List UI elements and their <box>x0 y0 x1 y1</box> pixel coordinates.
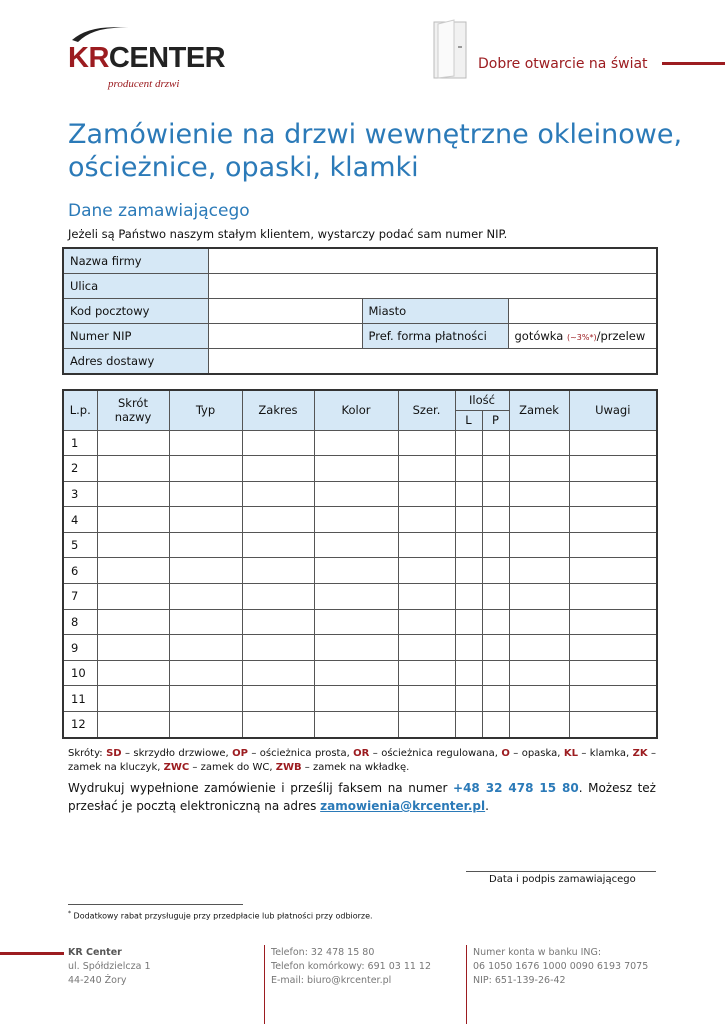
intro-text: Jeżeli są Państwo naszym stałym klientem, wystarczy podać sam numer NIP. <box>68 227 508 241</box>
order-cell[interactable] <box>97 481 169 507</box>
table-row <box>63 481 657 507</box>
table-row <box>63 609 657 635</box>
client-table <box>62 247 658 375</box>
order-cell[interactable] <box>242 609 314 635</box>
row-number: 9 <box>63 635 97 661</box>
order-cell[interactable] <box>569 609 657 635</box>
logo <box>68 42 225 75</box>
order-cell[interactable] <box>455 584 482 610</box>
send-text-1: Wydrukuj wypełnione zamówienie i prześlij faksem na numer <box>68 781 454 795</box>
order-cell[interactable] <box>482 507 509 533</box>
order-cell[interactable] <box>482 712 509 738</box>
row-number: 11 <box>63 686 97 712</box>
order-cell[interactable] <box>169 660 242 686</box>
order-cell[interactable] <box>242 507 314 533</box>
footer-accent-line <box>0 952 64 955</box>
table-row <box>63 430 657 456</box>
order-cell[interactable] <box>97 532 169 558</box>
abbr-zwc: ZWC <box>163 762 190 773</box>
order-cell[interactable] <box>398 635 455 661</box>
row-number: 12 <box>63 712 97 738</box>
order-cell[interactable] <box>455 456 482 482</box>
abbr-zk-text: – zamek na kluczyk, <box>68 748 656 773</box>
abbr-zk: ZK <box>632 748 648 759</box>
footer-company: KR Center <box>68 947 122 958</box>
order-cell[interactable] <box>509 507 569 533</box>
order-cell[interactable] <box>482 660 509 686</box>
order-cell[interactable] <box>97 635 169 661</box>
table-row <box>63 456 657 482</box>
logo-tagline: producent drzwi <box>108 78 180 90</box>
footnote: * Dodatkowy rabat przysługuje przy przedpłacie lub płatności przy odbiorze. <box>68 910 373 921</box>
order-cell[interactable] <box>242 686 314 712</box>
section-title: Dane zamawiającego <box>68 201 250 221</box>
order-cell[interactable] <box>482 456 509 482</box>
order-cell[interactable] <box>398 481 455 507</box>
col-qty-right: P <box>482 410 509 430</box>
order-cell[interactable] <box>398 712 455 738</box>
order-cell[interactable] <box>569 456 657 482</box>
order-cell[interactable] <box>314 532 398 558</box>
row-number: 10 <box>63 660 97 686</box>
col-qty-left: L <box>455 410 482 430</box>
abbr-zwc-text: – zamek do WC, <box>189 762 276 773</box>
nip-label: Numer NIP <box>63 324 208 349</box>
order-cell[interactable] <box>482 558 509 584</box>
footer-address <box>68 946 151 988</box>
order-cell[interactable] <box>482 481 509 507</box>
order-cell[interactable] <box>455 558 482 584</box>
email-link[interactable]: zamowienia@krcenter.pl <box>320 799 486 813</box>
order-cell[interactable] <box>169 584 242 610</box>
row-number: 6 <box>63 558 97 584</box>
order-cell[interactable] <box>509 584 569 610</box>
order-cell[interactable] <box>509 558 569 584</box>
company-field[interactable] <box>208 248 657 274</box>
fax-number: +48 32 478 15 80 <box>453 781 579 795</box>
order-cell[interactable] <box>242 660 314 686</box>
col-width: Szer. <box>398 390 455 430</box>
order-cell[interactable] <box>455 507 482 533</box>
signature-line <box>466 871 656 872</box>
abbr-sd: SD <box>106 748 122 759</box>
order-cell[interactable] <box>569 532 657 558</box>
order-cell[interactable] <box>314 507 398 533</box>
delivery-field[interactable] <box>208 349 657 375</box>
order-cell[interactable] <box>314 609 398 635</box>
abbr-op-text: – ościeżnica prosta, <box>247 748 354 759</box>
order-cell[interactable] <box>509 635 569 661</box>
table-row <box>63 686 657 712</box>
send-text-2: . Możesz też przesłać je pocztą elektroniczną na adres <box>68 781 656 813</box>
street-field[interactable] <box>208 274 657 299</box>
order-cell[interactable] <box>169 635 242 661</box>
order-cell[interactable] <box>455 660 482 686</box>
footer-mobile: Telefon komórkowy: 691 03 11 12 <box>271 961 432 972</box>
footer-bank <box>473 946 648 988</box>
order-cell[interactable] <box>509 430 569 456</box>
payment-label: Pref. forma płatności <box>362 324 508 349</box>
order-cell[interactable] <box>569 430 657 456</box>
order-cell[interactable] <box>169 430 242 456</box>
logo-center: CENTER <box>108 42 226 74</box>
order-cell[interactable] <box>569 635 657 661</box>
order-cell[interactable] <box>398 532 455 558</box>
order-cell[interactable] <box>569 584 657 610</box>
abbr-zwb-text: – zamek na wkładkę. <box>301 762 410 773</box>
abbr-kl-text: – klamka, <box>577 748 633 759</box>
abbr-o-text: – opaska, <box>509 748 564 759</box>
order-cell[interactable] <box>569 686 657 712</box>
door-icon <box>430 18 470 80</box>
order-cell[interactable] <box>482 430 509 456</box>
nip-field[interactable] <box>208 324 362 349</box>
city-field[interactable] <box>508 299 657 324</box>
row-number: 2 <box>63 456 97 482</box>
order-cell[interactable] <box>482 609 509 635</box>
order-cell[interactable] <box>169 712 242 738</box>
slogan: Dobre otwarcie na świat <box>478 56 648 72</box>
order-cell[interactable] <box>398 609 455 635</box>
footer-city: 44-240 Żory <box>68 975 127 986</box>
slogan-underline <box>662 62 725 65</box>
row-number: 1 <box>63 430 97 456</box>
col-type: Typ <box>169 390 242 430</box>
payment-cash: gotówka <box>514 329 564 343</box>
col-lp: L.p. <box>63 390 97 430</box>
order-cell[interactable] <box>509 712 569 738</box>
order-cell[interactable] <box>314 430 398 456</box>
payment-transfer: /przelew <box>596 329 646 343</box>
payment-field[interactable] <box>508 324 657 349</box>
abbreviations-note <box>68 747 656 775</box>
order-cell[interactable] <box>169 481 242 507</box>
order-cell[interactable] <box>398 456 455 482</box>
order-cell[interactable] <box>398 558 455 584</box>
col-color: Kolor <box>314 390 398 430</box>
city-label: Miasto <box>362 299 508 324</box>
order-cell[interactable] <box>242 481 314 507</box>
table-row <box>63 635 657 661</box>
order-cell[interactable] <box>482 532 509 558</box>
order-cell[interactable] <box>314 456 398 482</box>
order-cell[interactable] <box>169 532 242 558</box>
order-cell[interactable] <box>314 660 398 686</box>
order-cell[interactable] <box>97 660 169 686</box>
abbr-or: OR <box>353 748 370 759</box>
order-cell[interactable] <box>242 532 314 558</box>
order-cell[interactable] <box>97 686 169 712</box>
send-text-3: . <box>485 799 489 813</box>
abbr-or-text: – ościeżnica regulowana, <box>369 748 502 759</box>
row-number: 8 <box>63 609 97 635</box>
table-row <box>63 712 657 738</box>
row-number: 3 <box>63 481 97 507</box>
logo-swoosh-icon <box>70 22 130 44</box>
send-instructions <box>68 779 656 815</box>
order-cell[interactable] <box>398 430 455 456</box>
order-cell[interactable] <box>314 584 398 610</box>
logo-kr: KR <box>68 42 109 74</box>
abbr-kl: KL <box>563 748 578 759</box>
order-cell[interactable] <box>314 635 398 661</box>
order-cell[interactable] <box>569 507 657 533</box>
order-cell[interactable] <box>314 686 398 712</box>
page-title: Zamówienie na drzwi wewnętrzne okleinowe, ościeżnice, opaski, klamki <box>68 119 683 183</box>
row-number: 7 <box>63 584 97 610</box>
order-cell[interactable] <box>398 584 455 610</box>
order-cell[interactable] <box>242 558 314 584</box>
order-cell[interactable] <box>242 456 314 482</box>
order-cell[interactable] <box>482 635 509 661</box>
signature-label: Data i podpis zamawiającego <box>489 874 636 885</box>
col-notes: Uwagi <box>569 390 657 430</box>
footer-bank-label: Numer konta w banku ING: <box>473 947 602 958</box>
order-cell[interactable] <box>455 481 482 507</box>
order-cell[interactable] <box>509 686 569 712</box>
order-cell[interactable] <box>97 507 169 533</box>
order-cell[interactable] <box>569 481 657 507</box>
order-cell[interactable] <box>169 609 242 635</box>
order-cell[interactable] <box>314 712 398 738</box>
footer-contact <box>271 946 431 988</box>
table-row <box>63 558 657 584</box>
abbr-label: Skróty: <box>68 748 103 759</box>
abbr-op: OP <box>232 748 248 759</box>
order-cell[interactable] <box>509 456 569 482</box>
footnote-divider <box>68 904 243 905</box>
order-table <box>62 389 658 739</box>
table-row <box>63 532 657 558</box>
order-cell[interactable] <box>97 712 169 738</box>
footer-divider <box>466 945 467 1024</box>
order-cell[interactable] <box>242 430 314 456</box>
table-row <box>63 507 657 533</box>
order-cell[interactable] <box>398 660 455 686</box>
col-short-label: Skrót nazwy <box>114 396 152 425</box>
order-cell[interactable] <box>169 507 242 533</box>
order-cell[interactable] <box>455 635 482 661</box>
order-cell[interactable] <box>482 584 509 610</box>
abbr-sd-text: – skrzydło drzwiowe, <box>121 748 233 759</box>
order-cell[interactable] <box>169 456 242 482</box>
col-range: Zakres <box>242 390 314 430</box>
order-cell[interactable] <box>455 430 482 456</box>
footer-street: ul. Spółdzielcza 1 <box>68 961 151 972</box>
order-cell[interactable] <box>242 635 314 661</box>
col-lock: Zamek <box>509 390 569 430</box>
street-label: Ulica <box>63 274 208 299</box>
order-cell[interactable] <box>97 609 169 635</box>
abbr-zwb: ZWB <box>275 762 302 773</box>
order-cell[interactable] <box>482 686 509 712</box>
footer-phone: Telefon: 32 478 15 80 <box>271 947 375 958</box>
row-number: 5 <box>63 532 97 558</box>
order-cell[interactable] <box>455 532 482 558</box>
order-cell[interactable] <box>314 481 398 507</box>
order-cell[interactable] <box>398 686 455 712</box>
order-cell[interactable] <box>509 609 569 635</box>
postal-field[interactable] <box>208 299 362 324</box>
order-cell[interactable] <box>509 532 569 558</box>
order-cell[interactable] <box>97 456 169 482</box>
order-cell[interactable] <box>509 481 569 507</box>
order-cell[interactable] <box>97 430 169 456</box>
order-cell[interactable] <box>97 558 169 584</box>
order-cell[interactable] <box>569 660 657 686</box>
order-cell[interactable] <box>569 712 657 738</box>
order-cell[interactable] <box>509 660 569 686</box>
order-cell[interactable] <box>398 507 455 533</box>
table-row <box>63 584 657 610</box>
order-cell[interactable] <box>242 712 314 738</box>
row-number: 4 <box>63 507 97 533</box>
footer-email[interactable]: E-mail: biuro@krcenter.pl <box>271 975 392 986</box>
order-cell[interactable] <box>169 558 242 584</box>
abbr-o: O <box>501 748 510 759</box>
order-cell[interactable] <box>455 712 482 738</box>
col-qty: Ilość <box>455 390 509 410</box>
order-cell[interactable] <box>242 584 314 610</box>
order-cell[interactable] <box>455 609 482 635</box>
col-short <box>97 390 169 430</box>
order-cell[interactable] <box>97 584 169 610</box>
order-cell[interactable] <box>455 686 482 712</box>
company-label: Nazwa firmy <box>63 248 208 274</box>
postal-label: Kod pocztowy <box>63 299 208 324</box>
order-cell[interactable] <box>169 686 242 712</box>
delivery-label: Adres dostawy <box>63 349 208 375</box>
table-row <box>63 660 657 686</box>
footnote-text: Dodatkowy rabat przysługuje przy przedpłacie lub płatności przy odbiorze. <box>73 911 373 921</box>
order-cell[interactable] <box>569 558 657 584</box>
footer-nip: NIP: 651-139-26-42 <box>473 975 566 986</box>
order-cell[interactable] <box>314 558 398 584</box>
footer-divider <box>264 945 265 1024</box>
footer-account: 06 1050 1676 1000 0090 6193 7075 <box>473 961 649 972</box>
payment-discount: (~3%*) <box>566 333 597 342</box>
